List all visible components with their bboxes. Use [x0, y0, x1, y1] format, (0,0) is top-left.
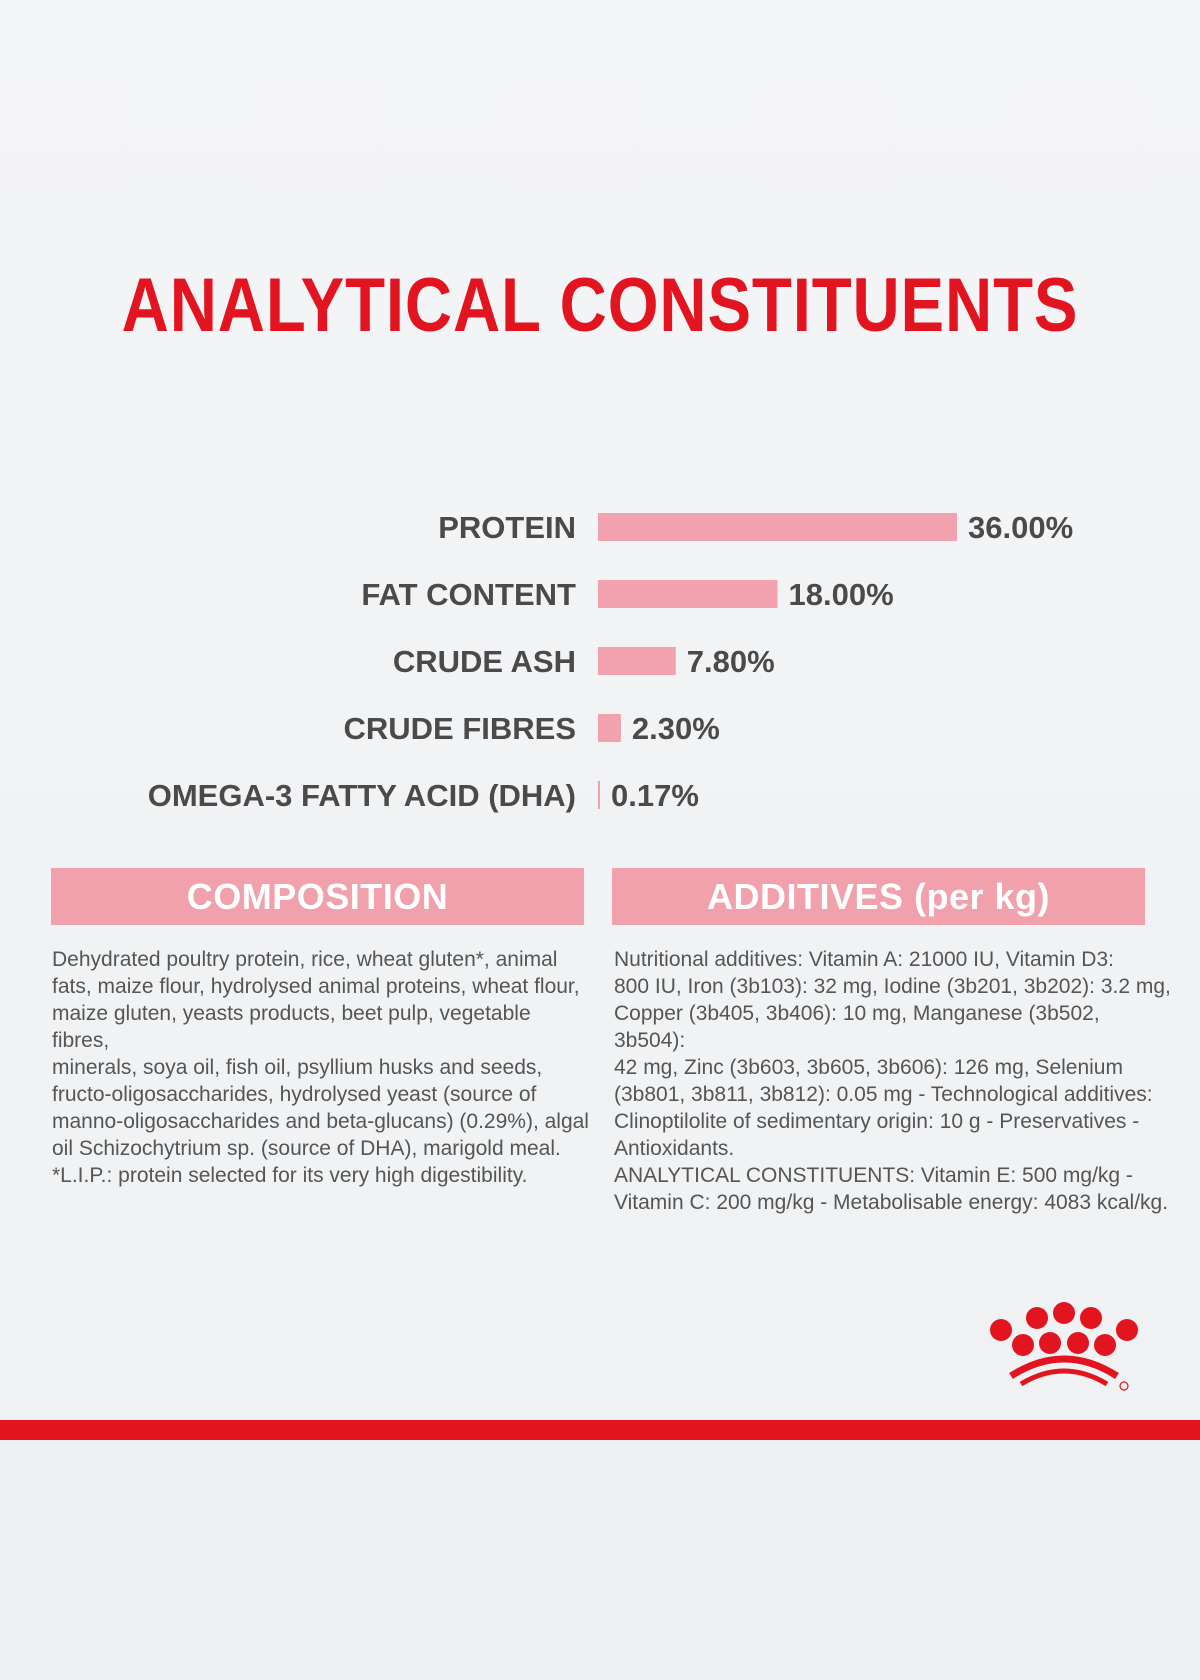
composition-heading: COMPOSITION	[51, 868, 584, 925]
bar-category-label: OMEGA-3 FATTY ACID (DHA)	[147, 778, 576, 813]
crown-logo-icon	[985, 1300, 1145, 1392]
bar-value-label: 0.17%	[611, 778, 699, 813]
bar	[598, 513, 957, 541]
bar-category-label: PROTEIN	[438, 510, 576, 545]
bar	[598, 647, 676, 675]
bar-category-label: CRUDE ASH	[392, 644, 576, 679]
bar	[598, 580, 778, 608]
bar-value-label: 36.00%	[968, 510, 1074, 545]
page-title: ANALYTICAL CONSTITUENTS	[121, 263, 1079, 348]
bar-category-label: FAT CONTENT	[361, 577, 576, 612]
bar-value-label: 18.00%	[788, 577, 894, 612]
bar	[598, 781, 600, 809]
composition-text: Dehydrated poultry protein, rice, wheat gluten*, animal fats, maize flour, hydrolysed animal proteins, wheat flour, maize gluten, yeasts products, beet pulp, vegetable fibres, minerals, soya oil, fish oil, psyllium husks and seeds, fructo-oligosaccharides, hydrolysed yeast (source of manno-oligosaccharides and beta-glucans) (0.29%), algal oil Schizochytrium sp. (source of DHA), marigold meal. *L.I.P.: protein selected for its very high digestibility.	[52, 948, 589, 1187]
bar-value-label: 7.80%	[686, 644, 775, 679]
additives-text: Nutritional additives: Vitamin A: 21000 IU, Vitamin D3: 800 IU, Iron (3b103): 32 mg, Iodine (3b201, 3b202): 3.2 mg, Copper (3b405, 3b406): 10 mg, Manganese (3b502, 3b504): 42 mg, Zinc (3b603, 3b605, 3b606): 126 mg, Selenium (3b801, 3b811, 3b812): 0.05 mg - Technological additives: Clinoptilolite of sedimentary origin: 10 g - Preservatives - Antioxidants. ANALYTICAL CONSTITUENTS: Vitamin E: 500 mg/kg - Vitamin C: 200 mg/kg - Metabolisable energy: 4083 kcal/kg.	[614, 948, 1171, 1214]
bar-category-label: CRUDE FIBRES	[343, 711, 576, 746]
bar-value-label: 2.30%	[631, 711, 720, 746]
footer-red-stripe	[0, 1420, 1200, 1440]
bar	[598, 714, 621, 742]
additives-heading: ADDITIVES (per kg)	[612, 868, 1145, 925]
